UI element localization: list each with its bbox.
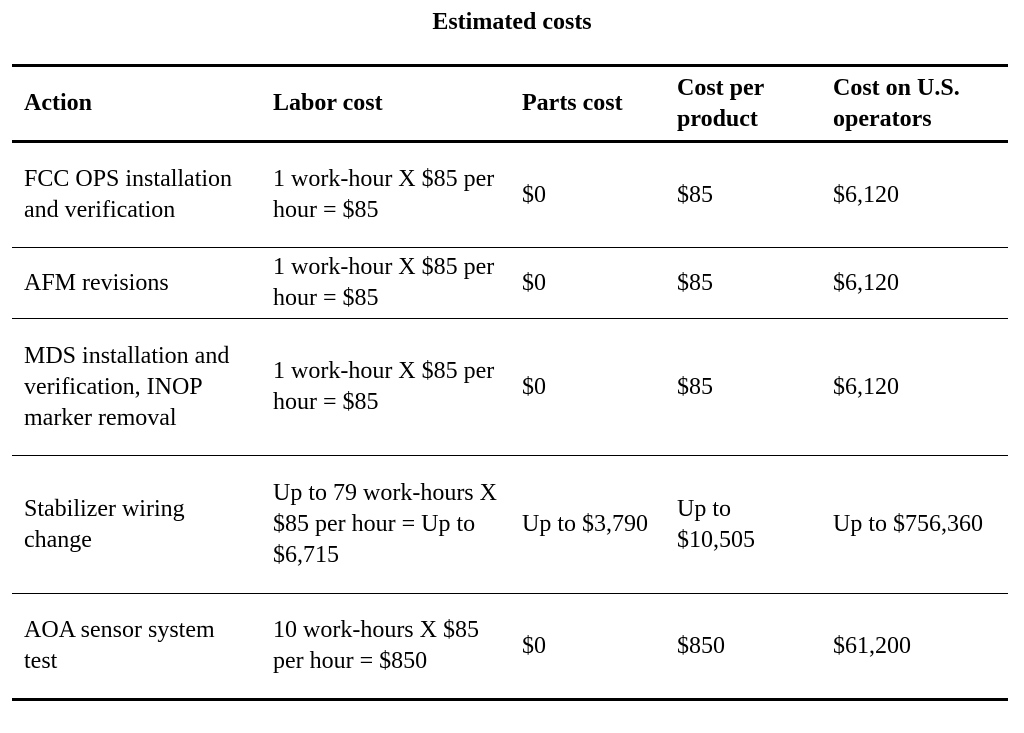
header-cost-on-us-operators: Cost on U.S. operators [833, 74, 960, 132]
action-cell: MDS installation and verification, INOP marker removal [24, 342, 230, 431]
labor-cost-cell: Up to 79 work-hours X $85 per hour = Up to $6,715 [273, 480, 497, 568]
parts-cost-cell: Up to $3,790 [522, 511, 648, 537]
parts-cost-cell: $0 [522, 181, 546, 208]
labor-cost-cell: 1 work-hour X $85 per hour = $85 [273, 358, 495, 415]
cost-per-product-cell: $85 [677, 373, 713, 400]
labor-cost-cell: 1 work-hour X $85 per hour = $85 [273, 254, 495, 311]
parts-cost-cell: $0 [522, 373, 546, 400]
table-header-row [12, 66, 1008, 142]
cost-on-operators-cell: Up to $756,360 [833, 511, 983, 537]
action-cell: AFM revisions [24, 269, 169, 296]
estimated-costs-table [12, 64, 1008, 701]
cost-per-product-cell: Up to $10,505 [677, 495, 755, 553]
cost-on-operators-cell: $6,120 [833, 373, 899, 400]
table-row [12, 248, 1008, 319]
cost-on-operators-cell: $61,200 [833, 632, 911, 659]
cost-per-product-cell: $85 [677, 181, 713, 208]
table-title: Estimated costs [432, 9, 592, 35]
action-cell: Stabilizer wiring change [24, 495, 185, 553]
cost-per-product-cell: $85 [677, 269, 713, 296]
parts-cost-cell: $0 [522, 269, 546, 296]
table-row [12, 142, 1008, 248]
parts-cost-cell: $0 [522, 632, 546, 659]
labor-cost-cell: 10 work-hours X $85 per hour = $850 [273, 617, 479, 674]
action-cell: AOA sensor system test [24, 617, 215, 674]
labor-cost-cell: 1 work-hour X $85 per hour = $85 [273, 166, 495, 223]
cost-on-operators-cell: $6,120 [833, 181, 899, 208]
cost-on-operators-cell: $6,120 [833, 269, 899, 296]
header-parts-cost: Parts cost [522, 90, 623, 116]
action-cell: FCC OPS installation and verification [24, 166, 233, 223]
header-action: Action [24, 90, 92, 116]
table-row [12, 319, 1008, 456]
table-row [12, 594, 1008, 700]
cost-per-product-cell: $850 [677, 632, 725, 659]
header-labor-cost: Labor cost [273, 90, 383, 116]
table-row [12, 456, 1008, 594]
header-cost-per-product: Cost per product [677, 74, 764, 132]
